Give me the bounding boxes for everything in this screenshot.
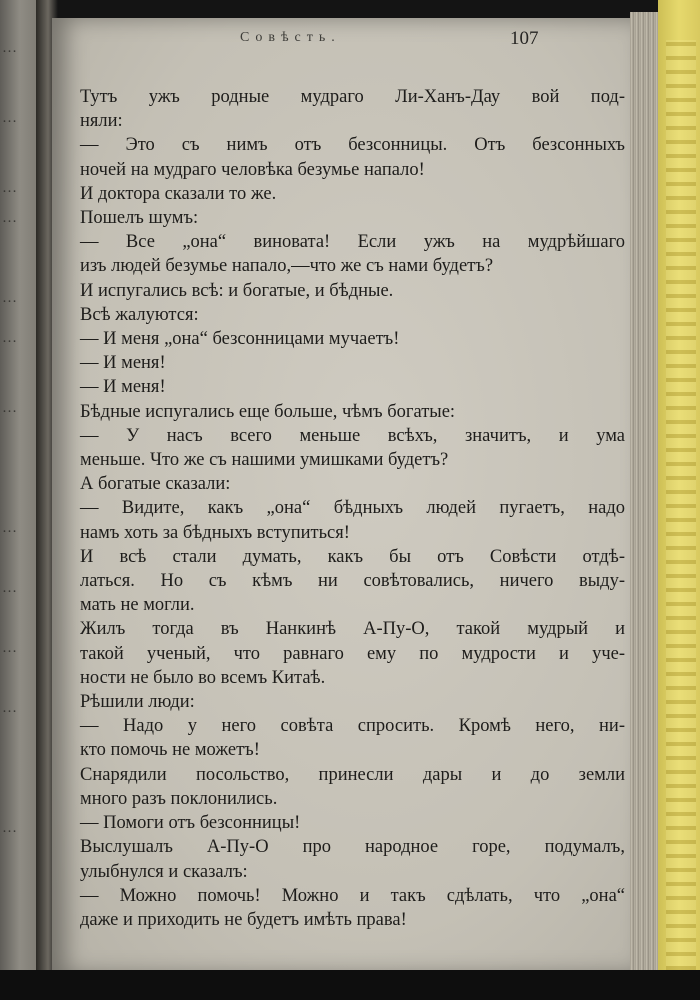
cover-pattern xyxy=(666,40,696,970)
left-page-fragment: … xyxy=(2,820,17,836)
left-page-fragment: … xyxy=(2,520,17,536)
text-line: И испугались всѣ: и богатые, и бѣдные. xyxy=(80,280,394,301)
left-page-fragment: … xyxy=(2,700,17,716)
left-page-fragment: … xyxy=(2,400,17,416)
text-line: Пошелъ шумъ: xyxy=(80,208,199,229)
text-line: — Видите, какъ „она“ бѣдныхъ людей пугаетъ, надо xyxy=(80,498,625,519)
text-line: Жилъ тогда въ Нанкинѣ А-Пу-О, такой мудрый и xyxy=(80,619,625,640)
text-line: мать не могли. xyxy=(80,595,195,616)
left-page-fragment: … xyxy=(2,290,17,306)
text-line: — Надо у него совѣта спросить. Кромѣ него, ни- xyxy=(80,716,625,737)
text-line: латься. Но съ кѣмъ ни совѣтовались, ничего выду- xyxy=(80,571,625,592)
text-line: няли: xyxy=(80,111,123,132)
text-line: — Все „она“ виновата! Если ужъ на мудрѣйшаго xyxy=(80,232,625,253)
text-line: изъ людей безумье напало,—что же съ нами будетъ? xyxy=(80,256,494,277)
left-page-fragment: … xyxy=(2,110,17,126)
text-line: Тутъ ужъ родные мудраго Ли-Ханъ-Дау вой под- xyxy=(80,87,625,107)
text-line: такой ученый, что равнаго ему по мудрости и уче- xyxy=(80,643,625,664)
text-line: намъ хоть за бѣдныхъ вступиться! xyxy=(80,522,350,543)
text-line: даже и приходить не будетъ имѣть права! xyxy=(80,909,407,930)
text-line: ночей на мудраго человѣка безумье напало! xyxy=(80,159,425,180)
text-line: — У насъ всего меньше всѣхъ, значитъ, и ума xyxy=(80,425,625,446)
text-line: Бѣдные испугались еще больше, чѣмъ богатые: xyxy=(80,401,456,422)
left-page-fragment: … xyxy=(2,330,17,346)
text-line: — И меня „она“ безсонницами мучаетъ! xyxy=(80,329,400,350)
text-line: — Помоги отъ безсонницы! xyxy=(80,813,301,834)
text-line: улыбнулся и сказалъ: xyxy=(80,861,248,882)
text-line: Всѣ жалуются: xyxy=(80,304,199,325)
text-line: И доктора сказали то же. xyxy=(80,183,277,204)
running-title: Совѣсть. xyxy=(240,30,341,45)
text-line: Выслушалъ А-Пу-О про народное горе, подумалъ, xyxy=(80,837,625,858)
left-page-fragment: … xyxy=(2,640,17,656)
text-line: И всѣ стали думать, какъ бы отъ Совѣсти отдѣ- xyxy=(80,546,625,567)
page-block-edge xyxy=(630,12,658,980)
text-line: ности не было во всемъ Китаѣ. xyxy=(80,667,326,688)
text-line: — И меня! xyxy=(80,377,166,398)
text-line: — Это съ нимъ отъ безсонницы. Отъ безсонныхъ xyxy=(80,135,625,156)
text-line: Рѣшили люди: xyxy=(80,692,195,713)
left-page-fragment: … xyxy=(2,180,17,196)
text-line: Снарядили посольство, принесли дары и до земли xyxy=(80,764,625,785)
text-line: — И меня! xyxy=(80,353,166,374)
left-page-fragment: … xyxy=(2,40,17,56)
background-shadow xyxy=(0,970,700,1000)
left-page-fragment: … xyxy=(2,210,17,226)
text-line: много разъ поклонились. xyxy=(80,788,278,809)
left-page-fragment: … xyxy=(2,580,17,596)
body-text xyxy=(80,85,625,932)
text-line: А богатые сказали: xyxy=(80,474,231,495)
text-line: кто помочь не можетъ! xyxy=(80,740,260,761)
text-line: — Можно помочь! Можно и такъ сдѣлать, что „она“ xyxy=(80,885,625,906)
text-line: меньше. Что же съ нашими умишками будетъ? xyxy=(80,450,449,471)
page-number: 107 xyxy=(510,28,539,49)
